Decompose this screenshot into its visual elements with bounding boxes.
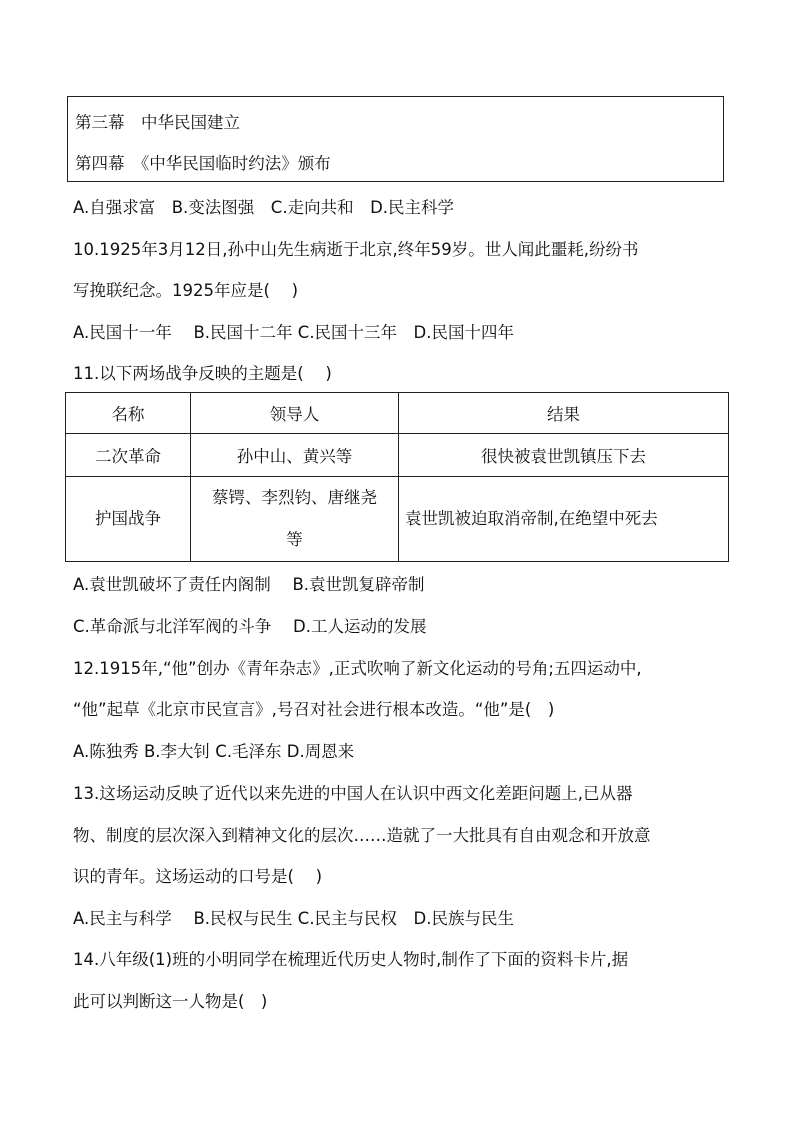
cell-name: 二次革命 <box>66 434 191 477</box>
header-result: 结果 <box>399 393 729 434</box>
cell-leader: 蔡锷、李烈钧、唐继尧等 <box>191 477 399 562</box>
header-name: 名称 <box>66 393 191 434</box>
q13-stem-line3: 识的青年。这场运动的口号是( ) <box>73 867 323 886</box>
q10-stem-line1: 10.1925年3月12日,孙中山先生病逝于北京,终年59岁。世人闻此噩耗,纷纷书 <box>73 240 639 259</box>
q11-options-line1: A.袁世凯破坏了责任内阁制 B.袁世凯复辟帝制 <box>73 575 425 594</box>
q12-options: A.陈独秀 B.李大钊 C.毛泽东 D.周恩来 <box>73 742 355 761</box>
header-leader: 领导人 <box>191 393 399 434</box>
q14-stem-line2: 此可以判断这一人物是( ) <box>73 992 268 1011</box>
q13-stem-line1: 13.这场运动反映了近代以来先进的中国人在认识中西文化差距问题上,已从器 <box>73 784 633 803</box>
q10-options: A.民国十一年 B.民国十二年 C.民国十三年 D.民国十四年 <box>73 323 515 342</box>
q14-stem-line1: 14.八年级(1)班的小明同学在梳理近代历史人物时,制作了下面的资料卡片,据 <box>73 950 629 969</box>
cell-name: 护国战争 <box>66 477 191 562</box>
q11-options-line2: C.革命派与北洋军阀的斗争 D.工人运动的发展 <box>73 617 427 636</box>
table-row <box>66 434 729 477</box>
cell-result: 袁世凯被迫取消帝制,在绝望中死去 <box>399 477 729 562</box>
q11-stem: 11.以下两场战争反映的主题是( ) <box>73 364 332 383</box>
q9-options: A.自强求富 B.变法图强 C.走向共和 D.民主科学 <box>73 198 455 217</box>
act4-line: 第四幕 《中华民国临时约法》颁布 <box>75 154 331 173</box>
cell-result: 很快被袁世凯镇压下去 <box>399 434 729 477</box>
cell-leader: 孙中山、黄兴等 <box>191 434 399 477</box>
table-row <box>66 477 729 562</box>
act3-line: 第三幕 中华民国建立 <box>75 113 240 132</box>
q13-stem-line2: 物、制度的层次深入到精神文化的层次……造就了一大批具有自由观念和开放意 <box>73 826 651 845</box>
q13-options: A.民主与科学 B.民权与民生 C.民主与民权 D.民族与民生 <box>73 909 515 928</box>
q12-stem-line2: “他”起草《北京市民宣言》,号召对社会进行根本改造。“他”是( ) <box>73 700 555 719</box>
q11-table <box>65 392 729 562</box>
q10-stem-line2: 写挽联纪念。1925年应是( ) <box>73 281 299 300</box>
scene-box <box>67 96 724 182</box>
table-header-row <box>66 393 729 434</box>
q12-stem-line1: 12.1915年,“他”创办《青年杂志》,正式吹响了新文化运动的号角;五四运动中, <box>73 659 642 678</box>
